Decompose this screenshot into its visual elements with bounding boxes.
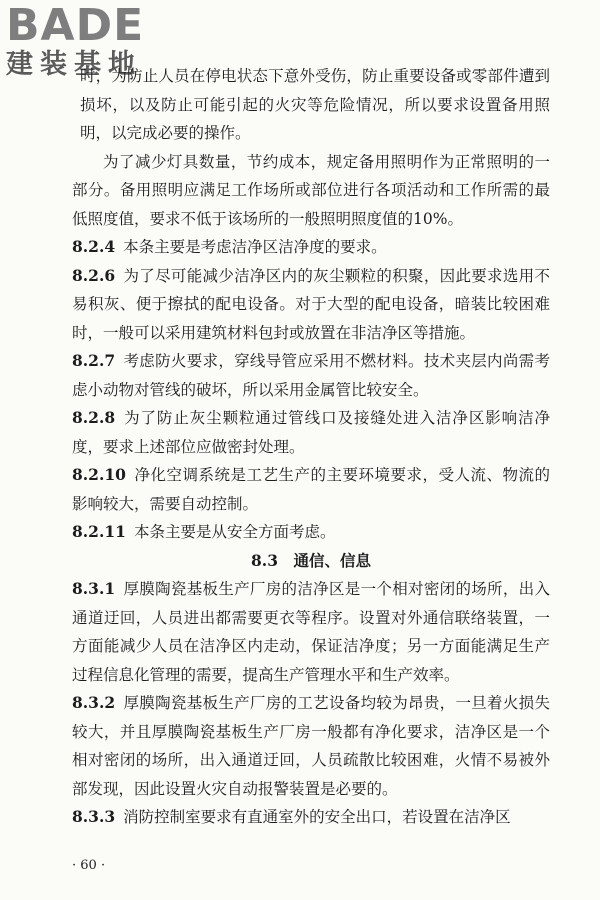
clause-number: 8.2.6 [72, 265, 116, 285]
clause-number: 8.2.4 [72, 237, 116, 256]
clauses-8-2 [72, 233, 550, 547]
logo-latin-text: BADE [6, 0, 145, 51]
document-body [72, 62, 550, 832]
clauses-8-3 [72, 575, 550, 832]
clause [72, 262, 550, 348]
clause [72, 518, 550, 547]
clause [72, 803, 550, 832]
page-number: · 60 · [72, 858, 106, 873]
clause-text: 净化空调系统是工艺生产的主要环境要求，受人流、物流的影响较大，需要自动控制。 [72, 466, 550, 513]
clause [72, 461, 550, 518]
clause [72, 347, 550, 404]
clause-number: 8.2.10 [72, 465, 126, 484]
clause-number: 8.3.3 [72, 807, 116, 826]
clause-text: 为了防止灰尘颗粒通过管线口及接缝处进入洁净区影响洁净度，要求上述部位应做密封处理。 [72, 409, 550, 456]
clause-text: 为了尽可能减少洁净区内的灰尘颗粒的积聚，因此要求选用不易积灰、便于擦拭的配电设备。对于大型的配电设备，暗装比较困难时，一般可以采用建筑材料包封或放置在非洁净区等措施。 [72, 266, 550, 342]
clause-number: 8.3.2 [72, 693, 116, 712]
clause-number: 8.3.1 [72, 579, 116, 598]
clause-text: 厚膜陶瓷基板生产厂房的工艺设备均较为昂贵，一旦着火损失较大，并且厚膜陶瓷基板生产厂房一般都有净化要求，洁净区是一个相对密闭的场所，出入通道迂回，人员疏散比较困难，火情不易被外部发现，因此设置火灾自动报警装置是必要的。 [72, 694, 550, 798]
clause [72, 404, 550, 461]
section-title: 8.3 通信、信息 [251, 550, 371, 570]
clause-text: 本条主要是考虑洁净区洁净度的要求。 [123, 238, 387, 256]
clause-text: 考虑防火要求，穿线导管应采用不燃材料。技术夹层内尚需考虑小动物对管线的破坏，所以采用金属管比较安全。 [72, 352, 550, 399]
clause [72, 233, 550, 262]
clause-number: 8.2.11 [72, 522, 126, 541]
clause-text: 厚膜陶瓷基板生产厂房的洁净区是一个相对密闭的场所，出入通道迂回，人员进出都需要更衣等程序。设置对外通信联络装置，一方面能减少人员在洁净区内走动，保证洁净度；另一方面能满足生产过程信息化管理的需要，提高生产管理水平和生产效率。 [72, 580, 550, 684]
clause [72, 689, 550, 803]
clause-number: 8.2.8 [72, 408, 116, 427]
logo-chinese-text: 建装基地 [6, 49, 142, 80]
clause-number: 8.2.7 [72, 351, 116, 370]
intro-continuation: 时，为防止人员在停电状态下意外受伤，防止重要设备或零部件遭到损坏，以及防止可能引起的火灾等危险情况，所以要求设置备用照明，以完成必要的操作。 [80, 67, 550, 142]
clause-text: 本条主要是从安全方面考虑。 [133, 523, 336, 541]
clause-text: 消防控制室要求有直通室外的安全出口，若设置在洁净区 [123, 808, 511, 826]
clause [72, 575, 550, 689]
intro-paragraph: 为了减少灯具数量，节约成本，规定备用照明作为正常照明的一部分。备用照明应满足工作场所或部位进行各项活动和工作所需的最低照度值，要求不低于该场所的一般照明照度值的10%。 [72, 152, 550, 228]
